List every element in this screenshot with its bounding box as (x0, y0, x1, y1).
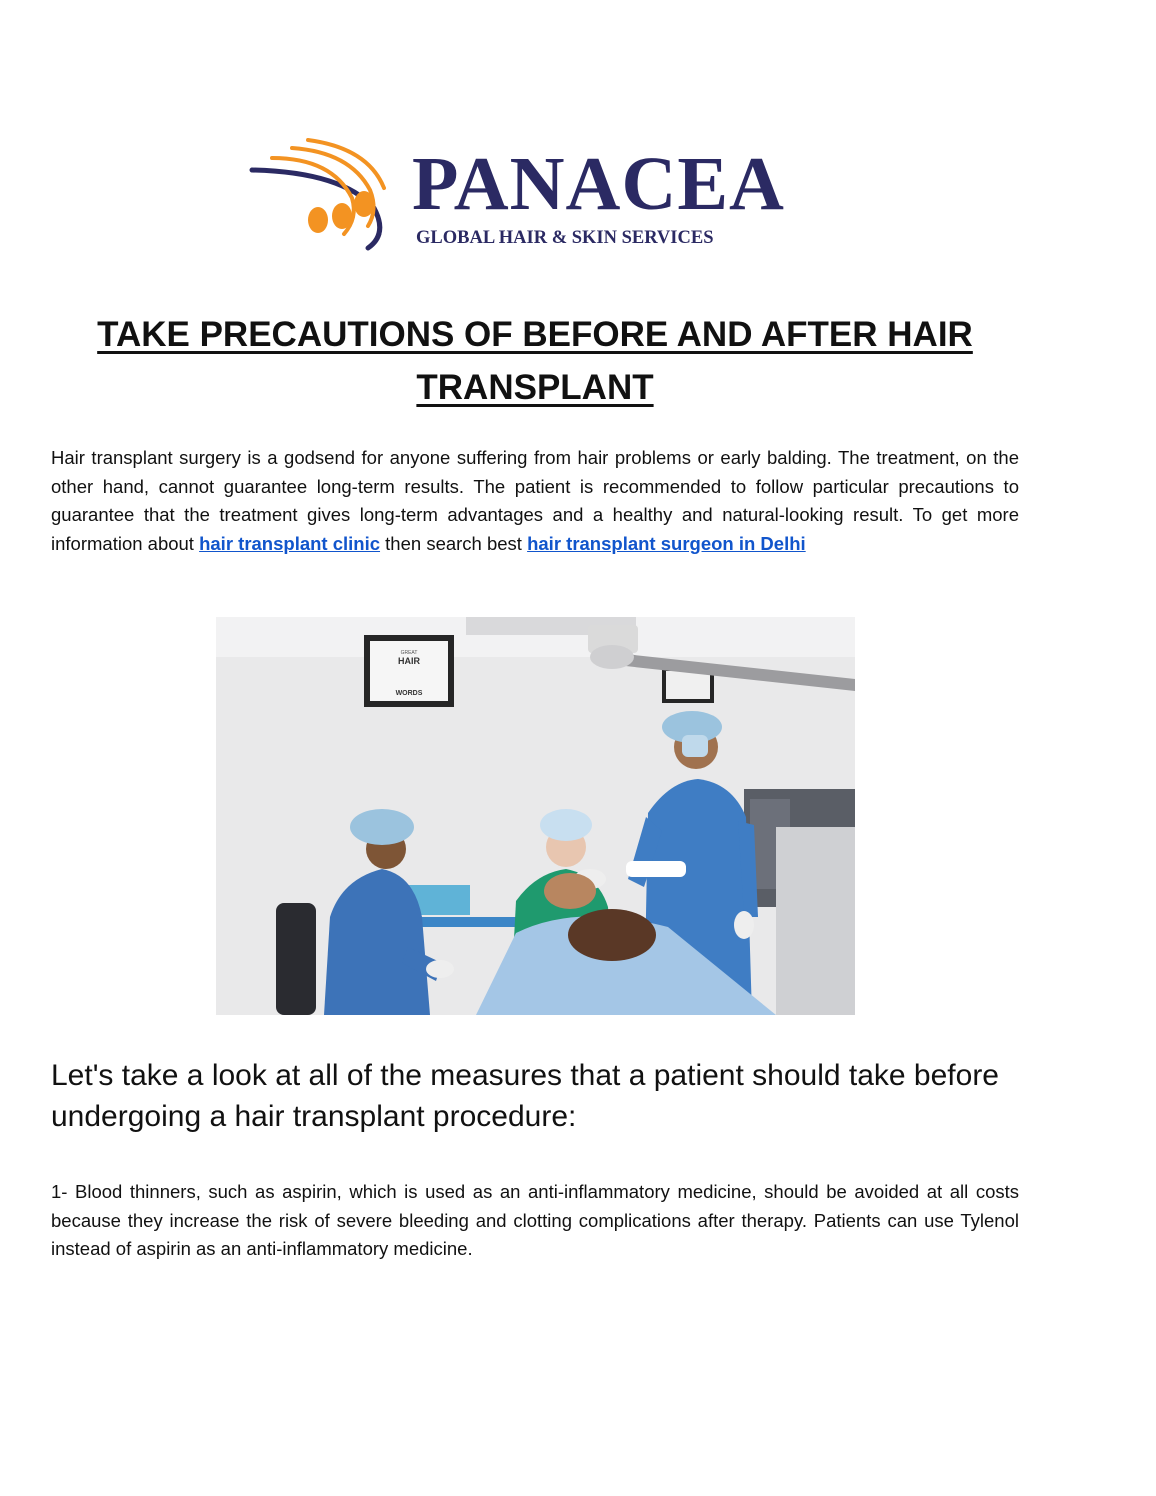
panacea-logo (246, 136, 786, 256)
title-line-2: TRANSPLANT (416, 368, 654, 407)
frame-text-2: HAIR (398, 656, 420, 666)
intro-text-middle: then search best (380, 532, 528, 554)
frame-text-3: WORDS (395, 690, 423, 697)
brand-tagline: GLOBAL HAIR & SKIN SERVICES (416, 228, 714, 248)
intro-paragraph (51, 444, 1019, 558)
page-title (50, 308, 1020, 414)
hair-follicle-logo-icon (246, 136, 406, 256)
intro-text: Hair transplant surgery is a godsend for anyone suffering from hair problems or early balding. The treatment, on the other hand, cannot guarantee long-term results. The patient is recommended to follow particular precautions to guarantee that the treatment gives long-term advantages and a healthy and natural-looking result. To get more information about (51, 447, 1019, 554)
clinic-procedure-photo (216, 617, 855, 1015)
hair-transplant-clinic-link[interactable]: hair transplant clinic (199, 532, 381, 554)
frame-text-1: GREAT (400, 650, 418, 656)
precaution-item-1: 1- Blood thinners, such as aspirin, which is used as an anti-inflammatory medicine, should be avoided at all costs because they increase the risk of severe bleeding and clotting complications after therapy. Patients can use Tylenol instead of aspirin as an anti-inflammatory medicine. (51, 1181, 1019, 1259)
hair-transplant-surgeon-delhi-link[interactable]: hair transplant surgeon in Delhi (527, 532, 806, 554)
wall-frame (364, 635, 454, 707)
title-line-1: TAKE PRECAUTIONS OF BEFORE AND AFTER HAIR (97, 315, 973, 354)
measures-heading: Let's take a look at all of the measures that a patient should take before undergoing a hair transplant procedure: (51, 1059, 999, 1133)
brand-name: PANACEA (412, 142, 785, 226)
